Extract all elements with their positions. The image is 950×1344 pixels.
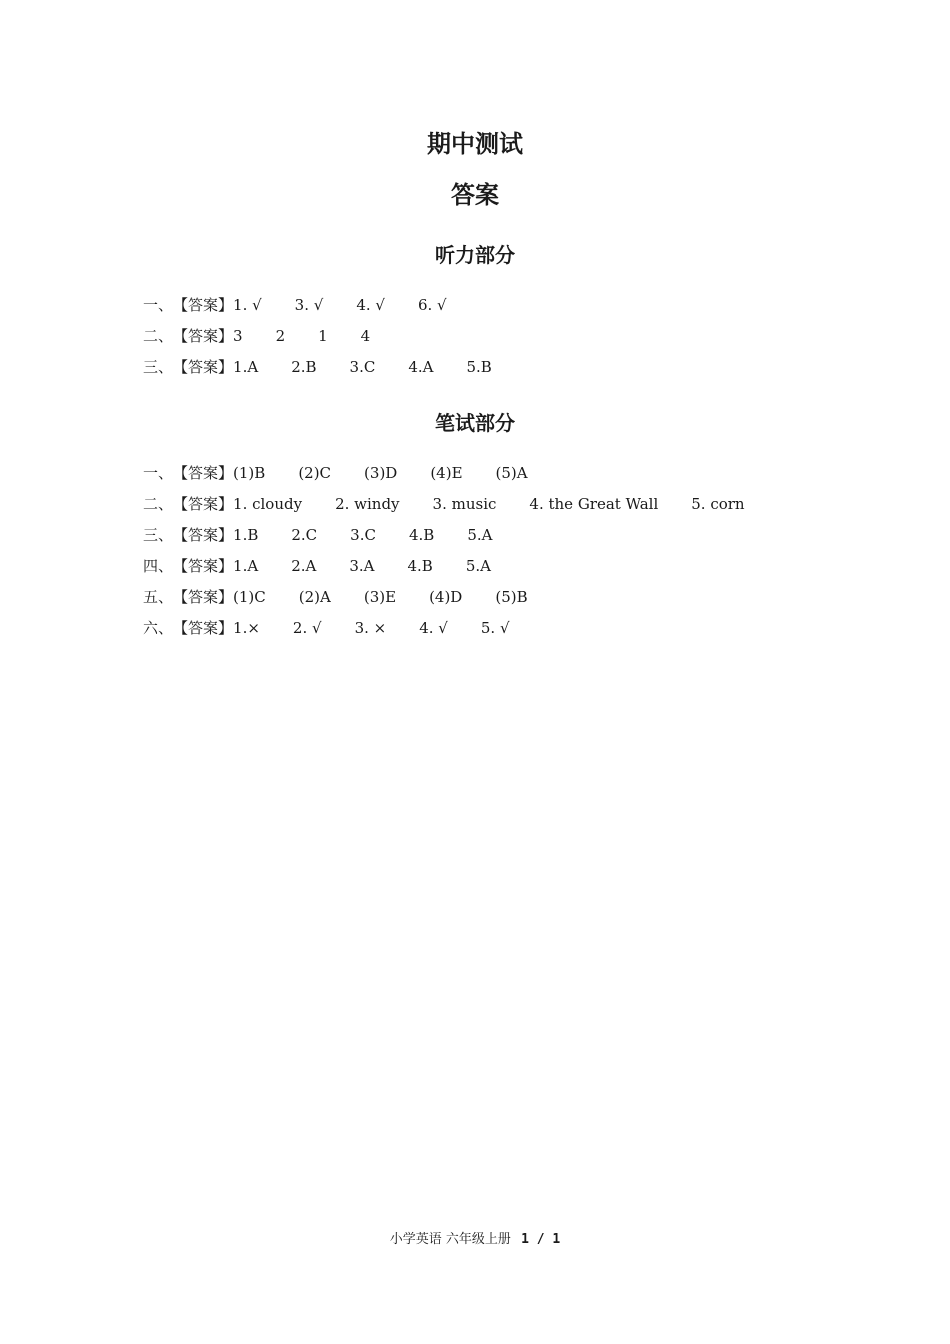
answer-tag: 【答案】 bbox=[173, 296, 234, 314]
answer-item: 1. √ bbox=[233, 296, 262, 314]
answer-item: 5. corn bbox=[691, 495, 745, 513]
answer-item: (3)E bbox=[363, 588, 397, 606]
answer-row bbox=[143, 493, 778, 515]
answer-item: 3. music bbox=[432, 495, 497, 513]
answer-item: 3 bbox=[233, 327, 243, 345]
page-subtitle: 答案 bbox=[451, 181, 499, 209]
question-number: 二、 bbox=[143, 327, 174, 345]
footer-text: 小学英语 六年级上册 bbox=[389, 1232, 511, 1247]
answer-item: (2)A bbox=[298, 588, 331, 606]
answer-row bbox=[143, 462, 561, 484]
answer-item: 2.C bbox=[291, 526, 318, 544]
answer-item: 1.× bbox=[233, 619, 260, 637]
answer-tag: 【答案】 bbox=[173, 619, 234, 637]
answer-item: 1 bbox=[318, 327, 328, 345]
question-number: 三、 bbox=[143, 358, 174, 376]
answer-item: 3. × bbox=[354, 619, 387, 637]
answer-item: 1.A bbox=[233, 557, 259, 575]
answer-item: (5)A bbox=[495, 464, 528, 482]
answer-row bbox=[143, 586, 561, 608]
answer-row bbox=[143, 294, 480, 316]
answer-item: 4. √ bbox=[419, 619, 448, 637]
answer-item: 1.A bbox=[233, 358, 259, 376]
answer-item: 3. √ bbox=[294, 296, 324, 314]
answer-item: 3.C bbox=[349, 358, 376, 376]
answer-tag: 【答案】 bbox=[173, 526, 234, 544]
answer-item: 1. cloudy bbox=[233, 495, 303, 513]
answer-item: 2.B bbox=[291, 358, 317, 376]
section-heading-listening: 听力部分 bbox=[435, 243, 515, 267]
answer-row bbox=[143, 524, 525, 546]
answer-item: (3)D bbox=[364, 464, 398, 482]
question-number: 一、 bbox=[143, 296, 174, 314]
answer-item: 5. √ bbox=[480, 619, 510, 637]
answer-item: 3.A bbox=[349, 557, 375, 575]
answer-item: 4.B bbox=[408, 526, 435, 544]
page-number: 1 / 1 bbox=[521, 1232, 561, 1247]
answer-item: 6. √ bbox=[417, 296, 447, 314]
answer-tag: 【答案】 bbox=[173, 327, 234, 345]
answer-row bbox=[143, 356, 525, 378]
question-number: 五、 bbox=[143, 588, 174, 606]
answer-item: 2. windy bbox=[335, 495, 400, 513]
question-number: 四、 bbox=[143, 557, 174, 575]
answer-row bbox=[143, 617, 543, 639]
answer-item: 4.B bbox=[407, 557, 433, 575]
question-number: 六、 bbox=[143, 619, 174, 637]
answer-item: 2.A bbox=[291, 557, 317, 575]
answer-item: 4. √ bbox=[356, 296, 385, 314]
answer-item: 4 bbox=[360, 327, 371, 345]
answer-item: (4)E bbox=[430, 464, 463, 482]
answer-item: 1.B bbox=[233, 526, 259, 544]
answer-item: (4)D bbox=[429, 588, 463, 606]
answer-item: 2 bbox=[275, 327, 286, 345]
answer-row bbox=[143, 325, 403, 347]
answer-tag: 【答案】 bbox=[173, 464, 234, 482]
answer-item: 3.C bbox=[350, 526, 376, 544]
answer-item: 4. the Great Wall bbox=[529, 495, 659, 513]
answer-item: (5)B bbox=[495, 588, 528, 606]
answer-item: (2)C bbox=[298, 464, 332, 482]
answer-item: 5.A bbox=[465, 557, 491, 575]
page-title: 期中测试 bbox=[427, 130, 523, 158]
answer-tag: 【答案】 bbox=[173, 358, 234, 376]
answer-row bbox=[143, 555, 524, 577]
answer-item: (1)C bbox=[233, 588, 266, 606]
answer-tag: 【答案】 bbox=[173, 588, 234, 606]
answer-item: 5.A bbox=[467, 526, 493, 544]
answer-item: 5.B bbox=[466, 358, 492, 376]
question-number: 二、 bbox=[143, 495, 174, 513]
answer-item: (1)B bbox=[233, 464, 266, 482]
answer-tag: 【答案】 bbox=[173, 557, 234, 575]
answer-item: 4.A bbox=[408, 358, 434, 376]
answer-tag: 【答案】 bbox=[173, 495, 234, 513]
section-heading-writing: 笔试部分 bbox=[435, 411, 515, 435]
page-footer bbox=[0, 1228, 950, 1247]
answer-item: 2. √ bbox=[292, 619, 322, 637]
question-number: 一、 bbox=[143, 464, 174, 482]
question-number: 三、 bbox=[143, 526, 174, 544]
